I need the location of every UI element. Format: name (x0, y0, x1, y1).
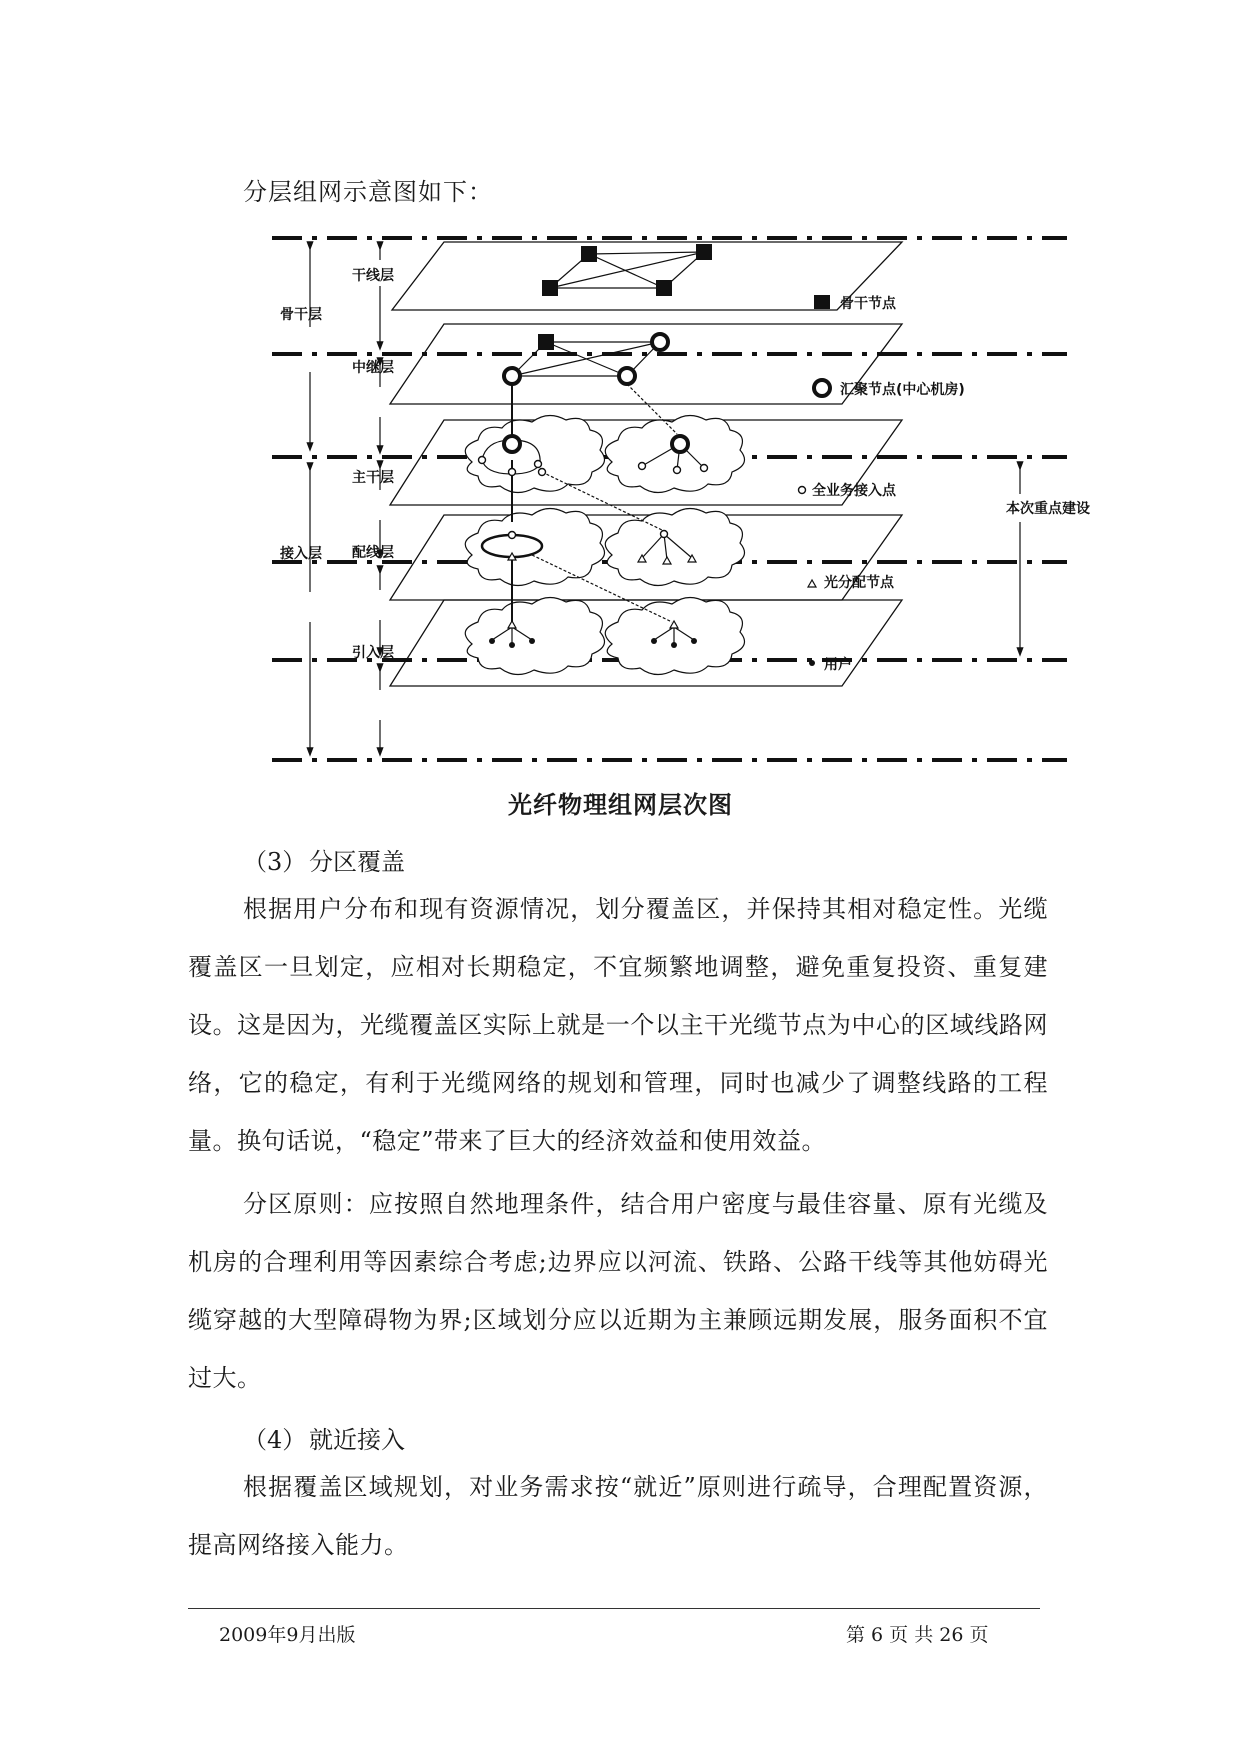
legend-label-distribution-node: 光分配节点 (824, 575, 894, 591)
cloud (605, 597, 744, 674)
user-node (509, 642, 515, 648)
figure-caption: 光纤物理组网层次图 (508, 791, 733, 819)
aggregation-node (652, 334, 668, 350)
cloud (465, 508, 604, 585)
user-node (691, 638, 697, 644)
section-4-paragraph-1: 根据覆盖区域规划，对业务需求按“就近”原则进行疏导，合理配置资源，提高网络接入能力。 (188, 1473, 1048, 1559)
backbone-node (656, 280, 672, 296)
user-node (651, 638, 657, 644)
layer-label-relay: 中继层 (352, 360, 394, 376)
cloud (465, 597, 604, 674)
user-node (529, 638, 535, 644)
full-service-access-point (509, 469, 516, 476)
footer-divider (188, 1608, 1040, 1609)
section-4-title: 就近接入 (309, 1426, 405, 1454)
network-layer-diagram (262, 222, 1122, 782)
legend-label-backbone-node: 骨干节点 (840, 296, 896, 312)
backbone-node (696, 244, 712, 260)
legend-triangle (808, 580, 816, 587)
layer-label-trunk: 干线层 (352, 268, 394, 284)
legend-aggregation-circle (814, 380, 830, 396)
intro-text: 分层组网示意图如下： (243, 178, 493, 206)
section-4-number: （4） (243, 1426, 307, 1454)
section-3-title: 分区覆盖 (309, 848, 405, 876)
cloud (605, 415, 744, 492)
group-label-backbone: 骨干层 (280, 307, 322, 323)
aggregation-node (672, 436, 688, 452)
full-service-access-point (539, 469, 546, 476)
legend-label-construction-focus: 本次重点建设 (1006, 501, 1090, 517)
full-service-access-point (479, 457, 486, 464)
full-service-access-point (674, 467, 681, 474)
layer-label-leadin: 引入层 (352, 645, 394, 661)
aggregation-node (504, 436, 520, 452)
section-3-paragraph-1: 根据用户分布和现有资源情况，划分覆盖区，并保持其相对稳定性。光缆覆盖区一旦划定，应相对长期稳定，不宜频繁地调整，避免重复投资、重复建设。这是因为，光缆覆盖区实际上就是一个以主干光缆节点为中心的区域线路网络，它的稳定，有利于光缆网络的规划和管理，同时也减少了调整线路的工程量。换句话说，“稳定”带来了巨大的经济效益和使用效益。 (188, 895, 1048, 1155)
user-node (489, 638, 495, 644)
full-service-access-point (701, 465, 708, 472)
layer-label-distribution: 配线层 (352, 545, 394, 561)
section-3-heading (243, 842, 405, 877)
footer-page-number: 第 6 页 共 26 页 (846, 1624, 989, 1646)
group-label-access: 接入层 (280, 546, 322, 562)
section-4-heading (243, 1420, 405, 1455)
backbone-node (581, 246, 597, 262)
legend-backbone-square (814, 295, 830, 309)
full-service-access-point (639, 463, 646, 470)
section-3-number: （3） (243, 848, 307, 876)
full-service-access-point (535, 461, 542, 468)
aggregation-node (504, 368, 520, 384)
section-3-paragraph-2: 分区原则：应按照自然地理条件，结合用户密度与最佳容量、原有光缆及机房的合理利用等因素综合考虑;边界应以河流、铁路、公路干线等其他妨碍光缆穿越的大型障碍物为界;区域划分应以近期为主兼顾远期发展，服务面积不宜过大。 (188, 1190, 1048, 1392)
legend-label-aggregation-node: 汇聚节点(中心机房) (840, 382, 965, 398)
aggregation-node (619, 368, 635, 384)
cloud (465, 415, 604, 492)
backbone-node (542, 280, 558, 296)
legend-label-user: 用户 (824, 657, 852, 673)
legend-access-circle (799, 487, 806, 494)
legend-label-access-point: 全业务接入点 (812, 483, 896, 499)
footer-publish-date: 2009年9月出版 (219, 1624, 356, 1646)
backbone-node (538, 334, 554, 350)
cloud (605, 508, 744, 585)
user-node (671, 642, 677, 648)
legend-user-dot (809, 660, 815, 666)
layer-label-main: 主干层 (352, 470, 394, 486)
